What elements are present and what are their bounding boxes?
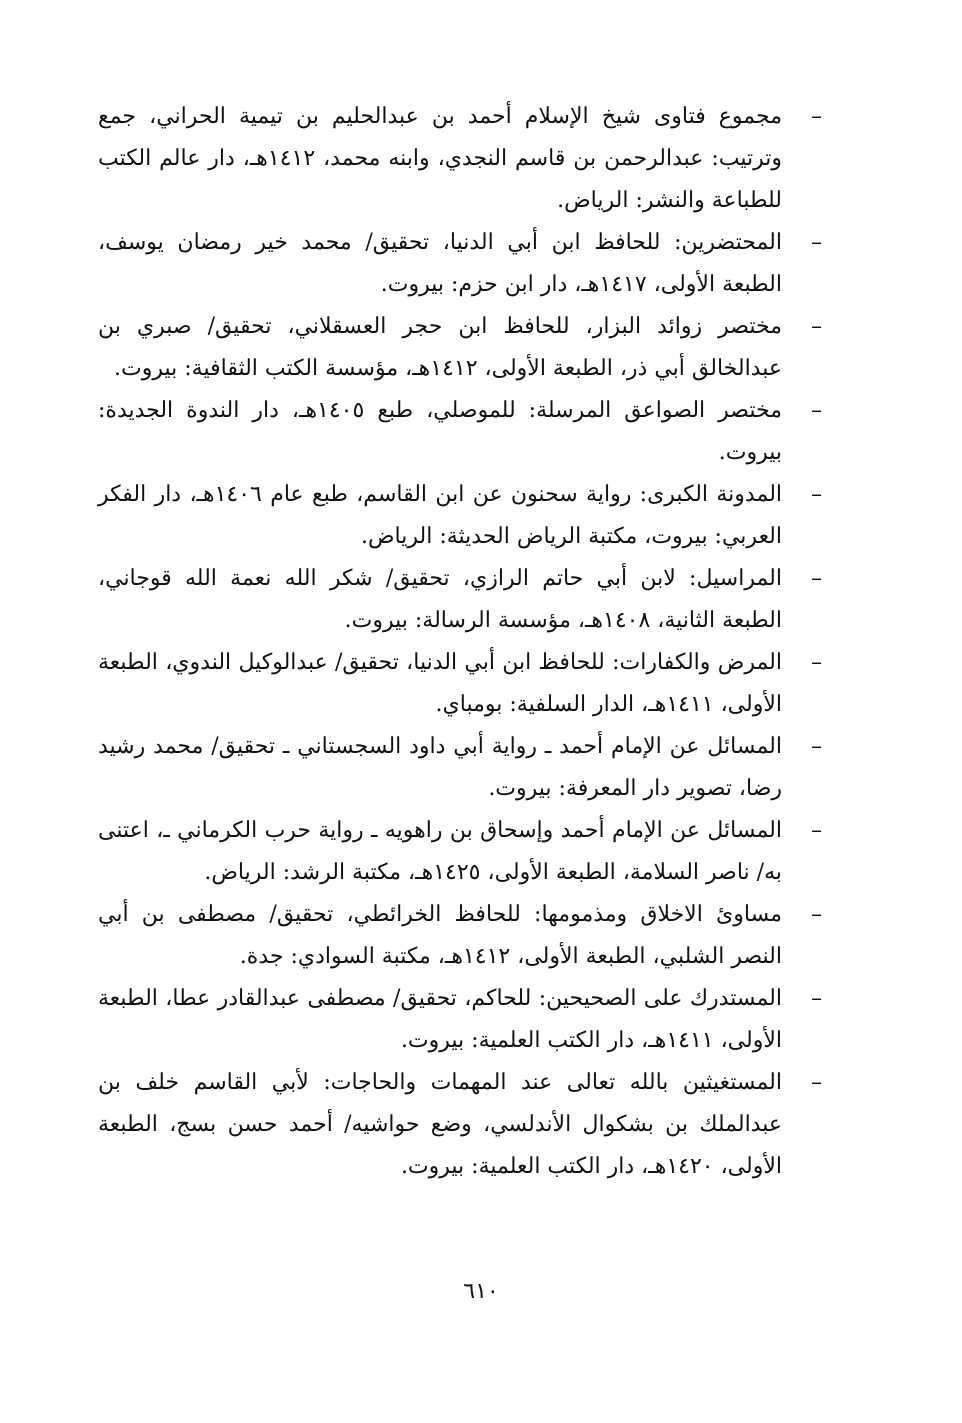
entry-text: المسائل عن الإمام أحمد وإسحاق بن راهويه ـ رواية حرب الكرماني ـ، اعتنى به/ ناصر السلامة، الطبعة الأولى، ١٤٢٥هـ، مكتبة الرشد: الرياض. [98, 818, 782, 885]
entry-text: المستدرك على الصحيحين: للحاكم، تحقيق/ مصطفى عبدالقادر عطا، الطبعة الأولى، ١٤١١هـ، دار الكتب العلمية: بيروت. [98, 986, 782, 1053]
entry-text: المرض والكفارات: للحافظ ابن أبي الدنيا، تحقيق/ عبدالوكيل الندوي، الطبعة الأولى، ١٤١١هـ، الدار السلفية: بومباي. [98, 650, 782, 717]
page-number: ٦١٠ [463, 1279, 499, 1304]
bibliography-entry [98, 390, 822, 474]
entry-text: المسائل عن الإمام أحمد ـ رواية أبي داود السجستاني ـ تحقيق/ محمد رشيد رضا، تصوير دار المعرفة: بيروت. [98, 734, 782, 801]
list-dash: – [811, 566, 822, 591]
entry-text: مجموع فتاوى شيخ الإسلام أحمد بن عبدالحليم بن تيمية الحراني، جمع وترتيب: عبدالرحمن بن قاسم النجدي، وابنه محمد، ١٤١٢هـ، دار عالم الكتب للطباعة والنشر: الرياض. [98, 104, 783, 213]
bibliography-list [98, 96, 822, 1188]
bibliography-entry [98, 642, 822, 726]
entry-text: المدونة الكبرى: رواية سحنون عن ابن القاسم، طبع عام ١٤٠٦هـ، دار الفكر العربي: بيروت، مكتبة الرياض الحديثة: الرياض. [98, 482, 783, 549]
bibliography-entry [98, 726, 822, 810]
list-dash: – [811, 314, 822, 339]
list-dash: – [811, 734, 822, 759]
bibliography-entry [98, 474, 822, 558]
entry-text: المحتضرين: للحافظ ابن أبي الدنيا، تحقيق/ محمد خير رمضان يوسف، الطبعة الأولى، ١٤١٧هـ، دار ابن حزم: بيروت. [98, 230, 782, 297]
list-dash: – [811, 482, 822, 507]
entry-text: مختصر الصواعق المرسلة: للموصلي، طبع ١٤٠٥هـ، دار الندوة الجديدة: بيروت. [98, 398, 782, 465]
bibliography-entry [98, 894, 822, 978]
bibliography-entry [98, 222, 822, 306]
entry-text: المراسيل: لابن أبي حاتم الرازي، تحقيق/ شكر الله نعمة الله قوجاني، الطبعة الثانية، ١٤٠٨هـ، مؤسسة الرسالة: بيروت. [98, 566, 782, 633]
list-dash: – [811, 818, 822, 843]
list-dash: – [811, 986, 822, 1011]
list-dash: – [811, 650, 822, 675]
entry-text: مختصر زوائد البزار، للحافظ ابن حجر العسقلاني، تحقيق/ صبري بن عبدالخالق أبي ذر، الطبعة الأولى، ١٤١٢هـ، مؤسسة الكتب الثقافية: بيروت. [98, 314, 782, 381]
list-dash: – [811, 1070, 822, 1095]
bibliography-entry [98, 810, 822, 894]
bibliography-entry [98, 558, 822, 642]
bibliography-entry [98, 978, 822, 1062]
entry-text: مساوئ الاخلاق ومذمومها: للحافظ الخرائطي، تحقيق/ مصطفى بن أبي النصر الشلبي، الطبعة الأولى، ١٤١٢هـ، مكتبة السوادي: جدة. [98, 902, 782, 969]
list-dash: – [811, 230, 822, 255]
list-dash: – [811, 104, 822, 129]
list-dash: – [811, 398, 822, 423]
bibliography-entry [98, 1062, 822, 1188]
bibliography-entry [98, 96, 822, 222]
bibliography-entry [98, 306, 822, 390]
entry-text: المستغيثين بالله تعالى عند المهمات والحاجات: لأبي القاسم خلف بن عبدالملك بن بشكوال الأندلسي، وضع حواشيه/ أحمد حسن بسج، الطبعة الأولى، ١٤٢٠هـ، دار الكتب العلمية: بيروت. [98, 1070, 782, 1179]
list-dash: – [811, 902, 822, 927]
